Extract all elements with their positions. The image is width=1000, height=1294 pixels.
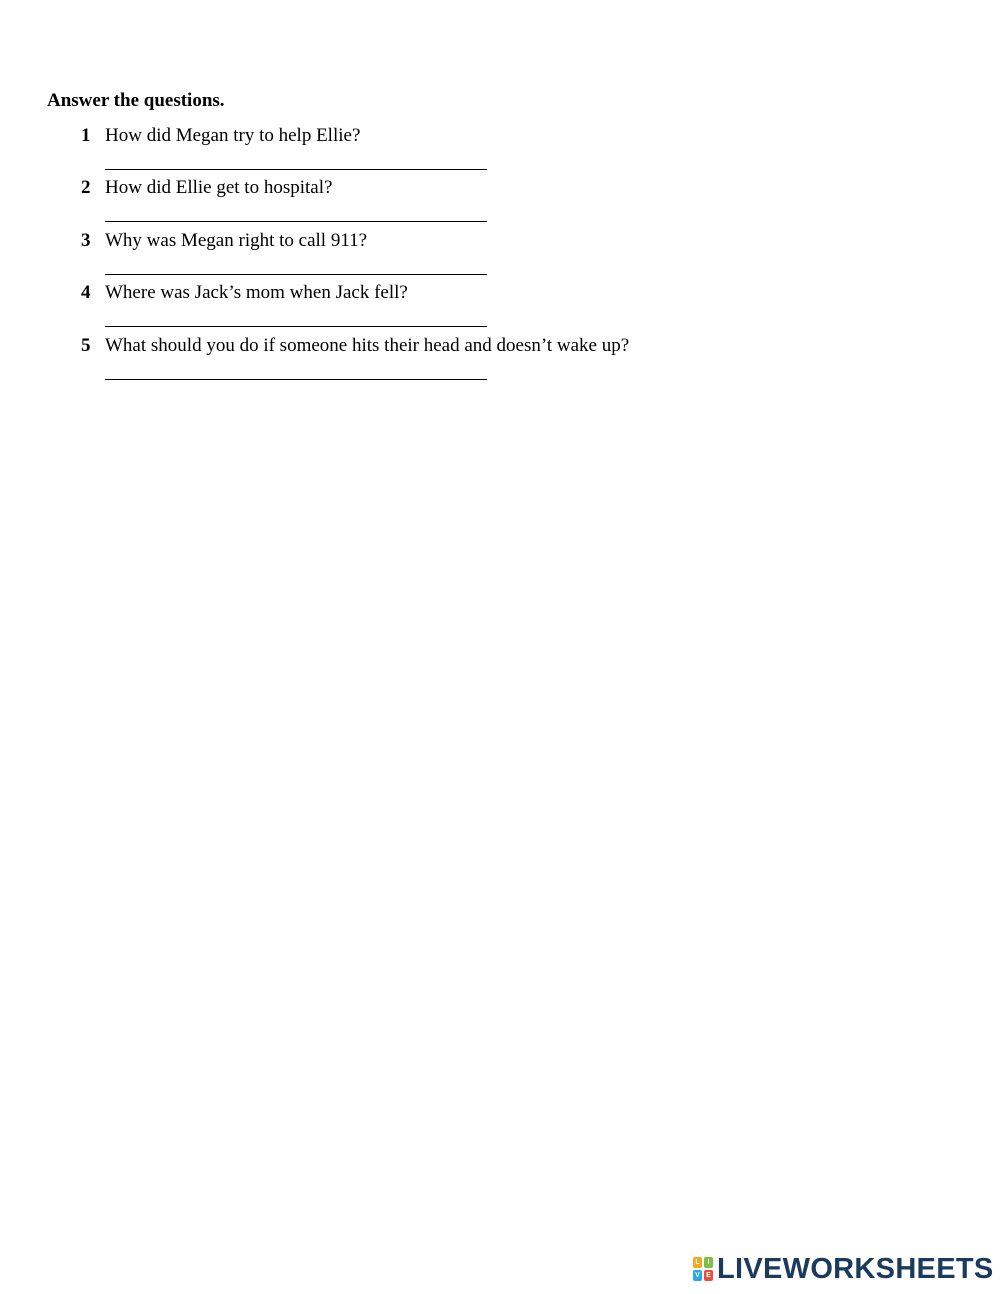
logo-mark-icon [693,1257,713,1281]
logo-mark-tile: I [704,1257,713,1268]
question-text: What should you do if someone hits their head and doesn’t wake up? [105,334,630,356]
question-number: 3 [81,229,91,251]
question-text: Why was Megan right to call 911? [105,229,368,251]
question-text: How did Ellie get to hospital? [105,177,333,199]
answer-field[interactable] [105,169,487,170]
question-number: 5 [81,334,91,356]
question-item [0,281,1000,333]
answer-field[interactable] [105,274,487,275]
question-item [0,124,1000,176]
question-number: 2 [81,177,91,199]
liveworksheets-logo [693,1254,994,1284]
answer-field[interactable] [105,326,487,327]
answer-field[interactable] [105,221,487,222]
logo-mark-tile: V [693,1270,702,1281]
question-item [0,334,1000,386]
logo-wordmark: LIVEWORKSHEETS [717,1253,994,1285]
logo-mark-tile: E [704,1270,713,1281]
question-item [0,176,1000,228]
answer-field[interactable] [105,379,487,380]
instructions-heading: Answer the questions. [47,90,225,111]
question-item [0,229,1000,281]
logo-mark-tile: L [693,1257,702,1268]
question-number: 1 [81,125,91,146]
question-text: Where was Jack’s mom when Jack fell? [105,282,408,304]
question-number: 4 [81,282,91,304]
question-list [0,124,1000,386]
question-text: How did Megan try to help Ellie? [105,125,361,146]
